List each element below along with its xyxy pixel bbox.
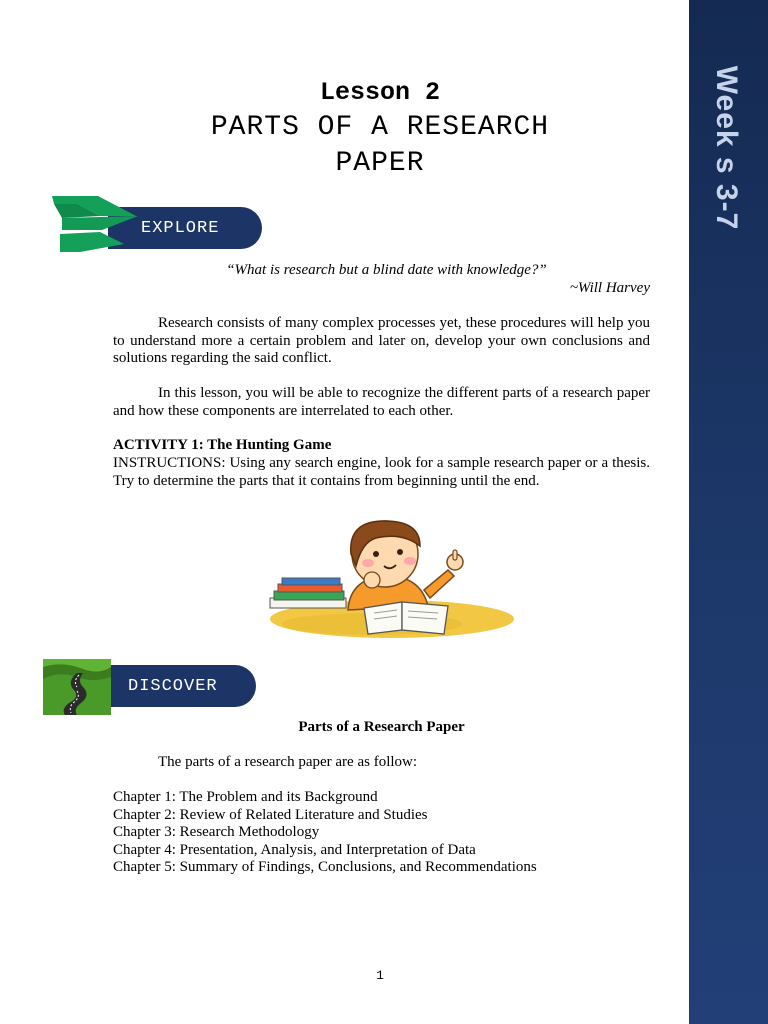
section-title: Parts of a Research Paper: [298, 719, 465, 735]
intro-paragraph-1: [113, 315, 650, 368]
explore-label: EXPLORE: [141, 218, 220, 238]
page-number: 1: [376, 968, 384, 983]
discover-label: DISCOVER: [128, 676, 218, 696]
lesson-title-line1: PARTS OF A RESEARCH: [210, 112, 550, 143]
section-intro: [113, 754, 650, 772]
chapter-list: [113, 789, 537, 877]
chapter-item: Chapter 4: Presentation, Analysis, and Interpretation of Data: [113, 841, 476, 858]
intro-paragraph-2-text: In this lesson, you will be able to recognize the different parts of a research paper and how these components are interrelated to each other.: [113, 385, 650, 419]
intro-paragraph-1-text: Research consists of many complex processes yet, these procedures will help you to understand more a certain problem and later on, develop your own conclusions and solutions regarding the said conflict.: [113, 315, 650, 366]
boy-reading-illustration: [252, 518, 516, 642]
week-label: Week s 3-7: [710, 65, 743, 231]
road-landscape-icon: [43, 659, 111, 715]
activity-title: ACTIVITY 1: The Hunting Game: [113, 437, 332, 453]
quote-text: “What is research but a blind date with knowledge?”: [226, 262, 547, 278]
intro-paragraph-2: [113, 385, 650, 420]
section-intro-text: The parts of a research paper are as follow:: [158, 754, 418, 770]
discover-banner: [100, 665, 256, 707]
activity-instructions: INSTRUCTIONS: Using any search engine, look for a sample research paper or a thesis. Try to determine the parts that it contains from beginning until the end.: [113, 455, 650, 489]
quote-author: ~Will Harvey: [569, 280, 650, 296]
lesson-title: [0, 110, 760, 182]
chapter-item: Chapter 5: Summary of Findings, Conclusions, and Recommendations: [113, 859, 537, 876]
chapter-item: Chapter 1: The Problem and its Background: [113, 789, 378, 805]
chapter-item: Chapter 3: Research Methodology: [113, 824, 320, 841]
lesson-number: Lesson 2: [319, 78, 441, 107]
explore-arrow-icon: [50, 194, 142, 254]
quote-block: [113, 261, 650, 297]
lesson-title-line2: PAPER: [335, 148, 425, 179]
chapter-item: Chapter 2: Review of Related Literature and Studies: [113, 806, 428, 823]
